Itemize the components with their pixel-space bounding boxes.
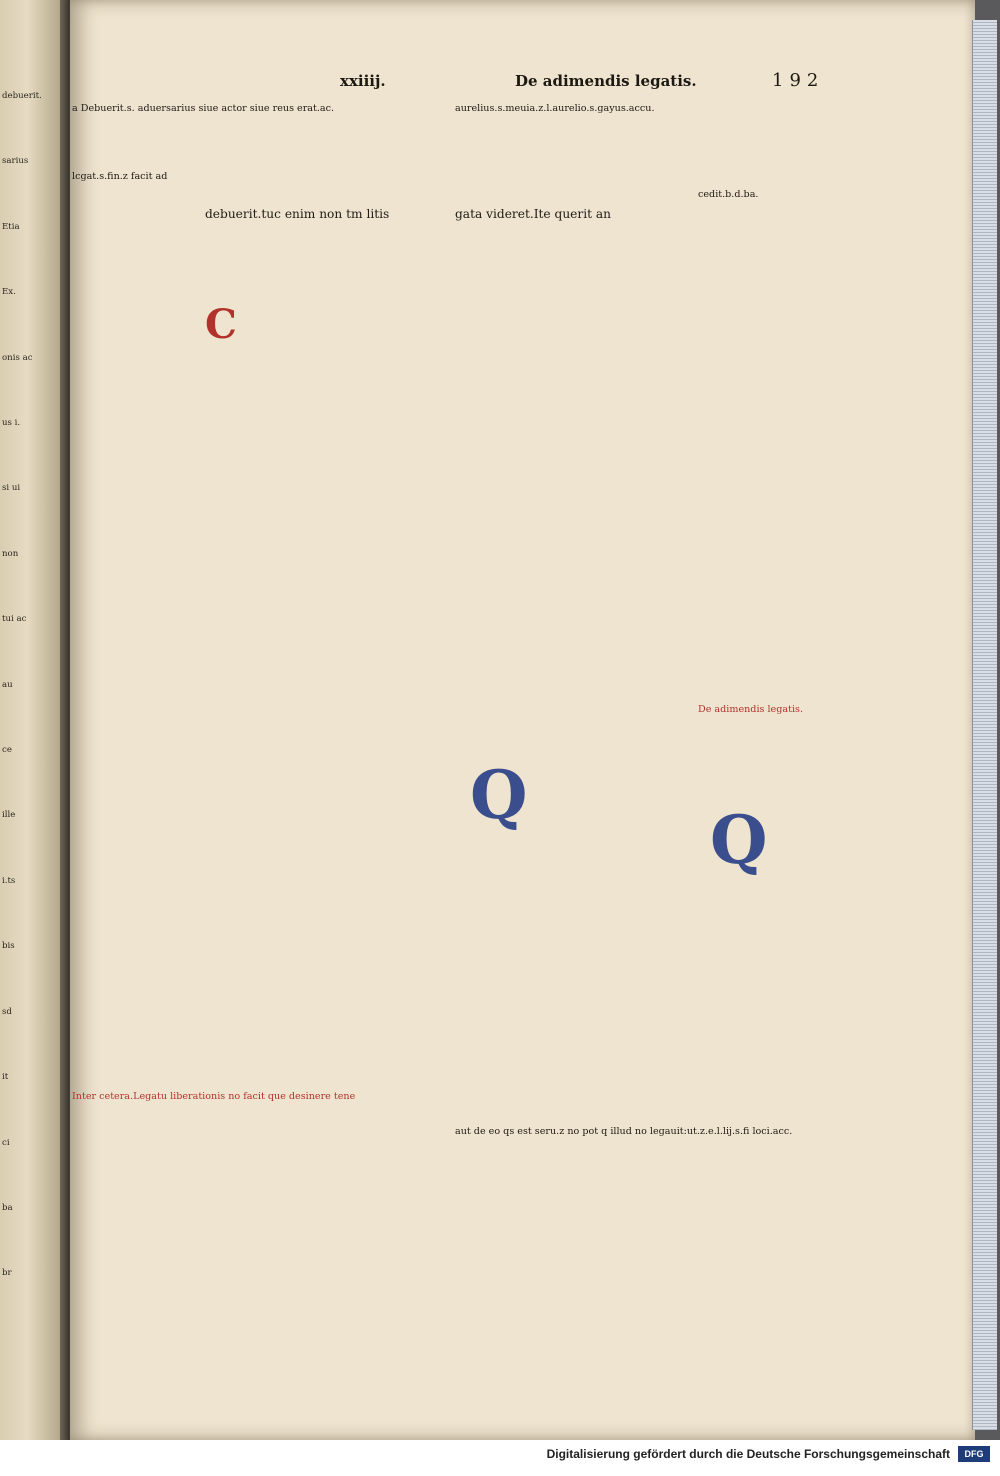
facing-line: non — [2, 548, 19, 559]
facing-line: it — [2, 1072, 9, 1083]
text-line: aut de eo qs est seru.z no pot q illud no legauit:ut.z.e.l.lij.s.fi loci.acc. — [455, 1126, 793, 1137]
facing-page-edge — [0, 0, 68, 1440]
facing-line: sarius — [2, 156, 29, 167]
text-line: gata videret.Ite querit an — [455, 207, 611, 221]
page-fore-edge — [972, 20, 997, 1430]
facing-line: tui ac — [2, 614, 27, 625]
facing-line: debuerit. — [2, 91, 42, 101]
gloss-bottom-left — [72, 1090, 442, 1275]
text-line: aurelius.s.meuia.z.l.aurelio.s.gayus.accu. — [455, 103, 655, 114]
dfg-logo-icon: DFG — [958, 1446, 990, 1462]
footer-credit: Digitalisierung gefördert durch die Deutsche Forschungsgemeinschaft — [546, 1447, 950, 1461]
facing-line: ba — [2, 1202, 13, 1213]
text-line: Inter cetera.Legatu liberationis no facit que desinere tene — [72, 1091, 356, 1102]
running-title: De adimendis legatis. — [515, 72, 697, 90]
folio-number: 192 — [772, 70, 825, 91]
facing-line: ci — [2, 1137, 10, 1148]
facing-line: ce — [2, 745, 12, 756]
facing-line: i.ts — [2, 875, 16, 886]
facing-line: br — [2, 1268, 12, 1279]
facing-line: sd — [2, 1006, 12, 1017]
facing-line: Etia — [2, 221, 20, 232]
gloss-right-column — [698, 188, 878, 698]
text-line: cedit.b.d.ba. — [698, 189, 759, 200]
facing-line: bis — [2, 941, 15, 952]
facing-line: ille — [2, 810, 16, 821]
main-text-column-2 — [455, 205, 685, 1150]
gloss-top-right — [455, 102, 875, 172]
facing-line: au — [2, 679, 13, 690]
facing-line: si ui — [2, 483, 21, 494]
text-line: lcgat.s.fin.z facit ad — [72, 171, 168, 182]
text-line: De adimendis legatis. — [698, 704, 803, 715]
folio-left: xxiiij. — [340, 72, 386, 90]
initial-c-red: C — [205, 301, 237, 348]
facing-line: Ex. — [2, 287, 16, 298]
gloss-bottom-right — [455, 1125, 875, 1290]
gloss-top-left — [72, 102, 442, 172]
main-text-column-1 — [205, 205, 445, 1150]
facing-line: us i. — [2, 418, 21, 429]
initial-q-blue: Q — [470, 756, 528, 834]
gloss-right-column-2 — [698, 703, 878, 1143]
facing-line: onis ac — [2, 352, 33, 363]
facing-page-text — [2, 90, 58, 1333]
gloss-left-column — [72, 170, 197, 1090]
text-line: debuerit.tuc enim non tm litis — [205, 207, 390, 221]
text-line: a Debuerit.s. aduersarius siue actor siue reus erat.ac. — [72, 103, 335, 114]
initial-q-blue-gloss: Q — [710, 801, 768, 879]
